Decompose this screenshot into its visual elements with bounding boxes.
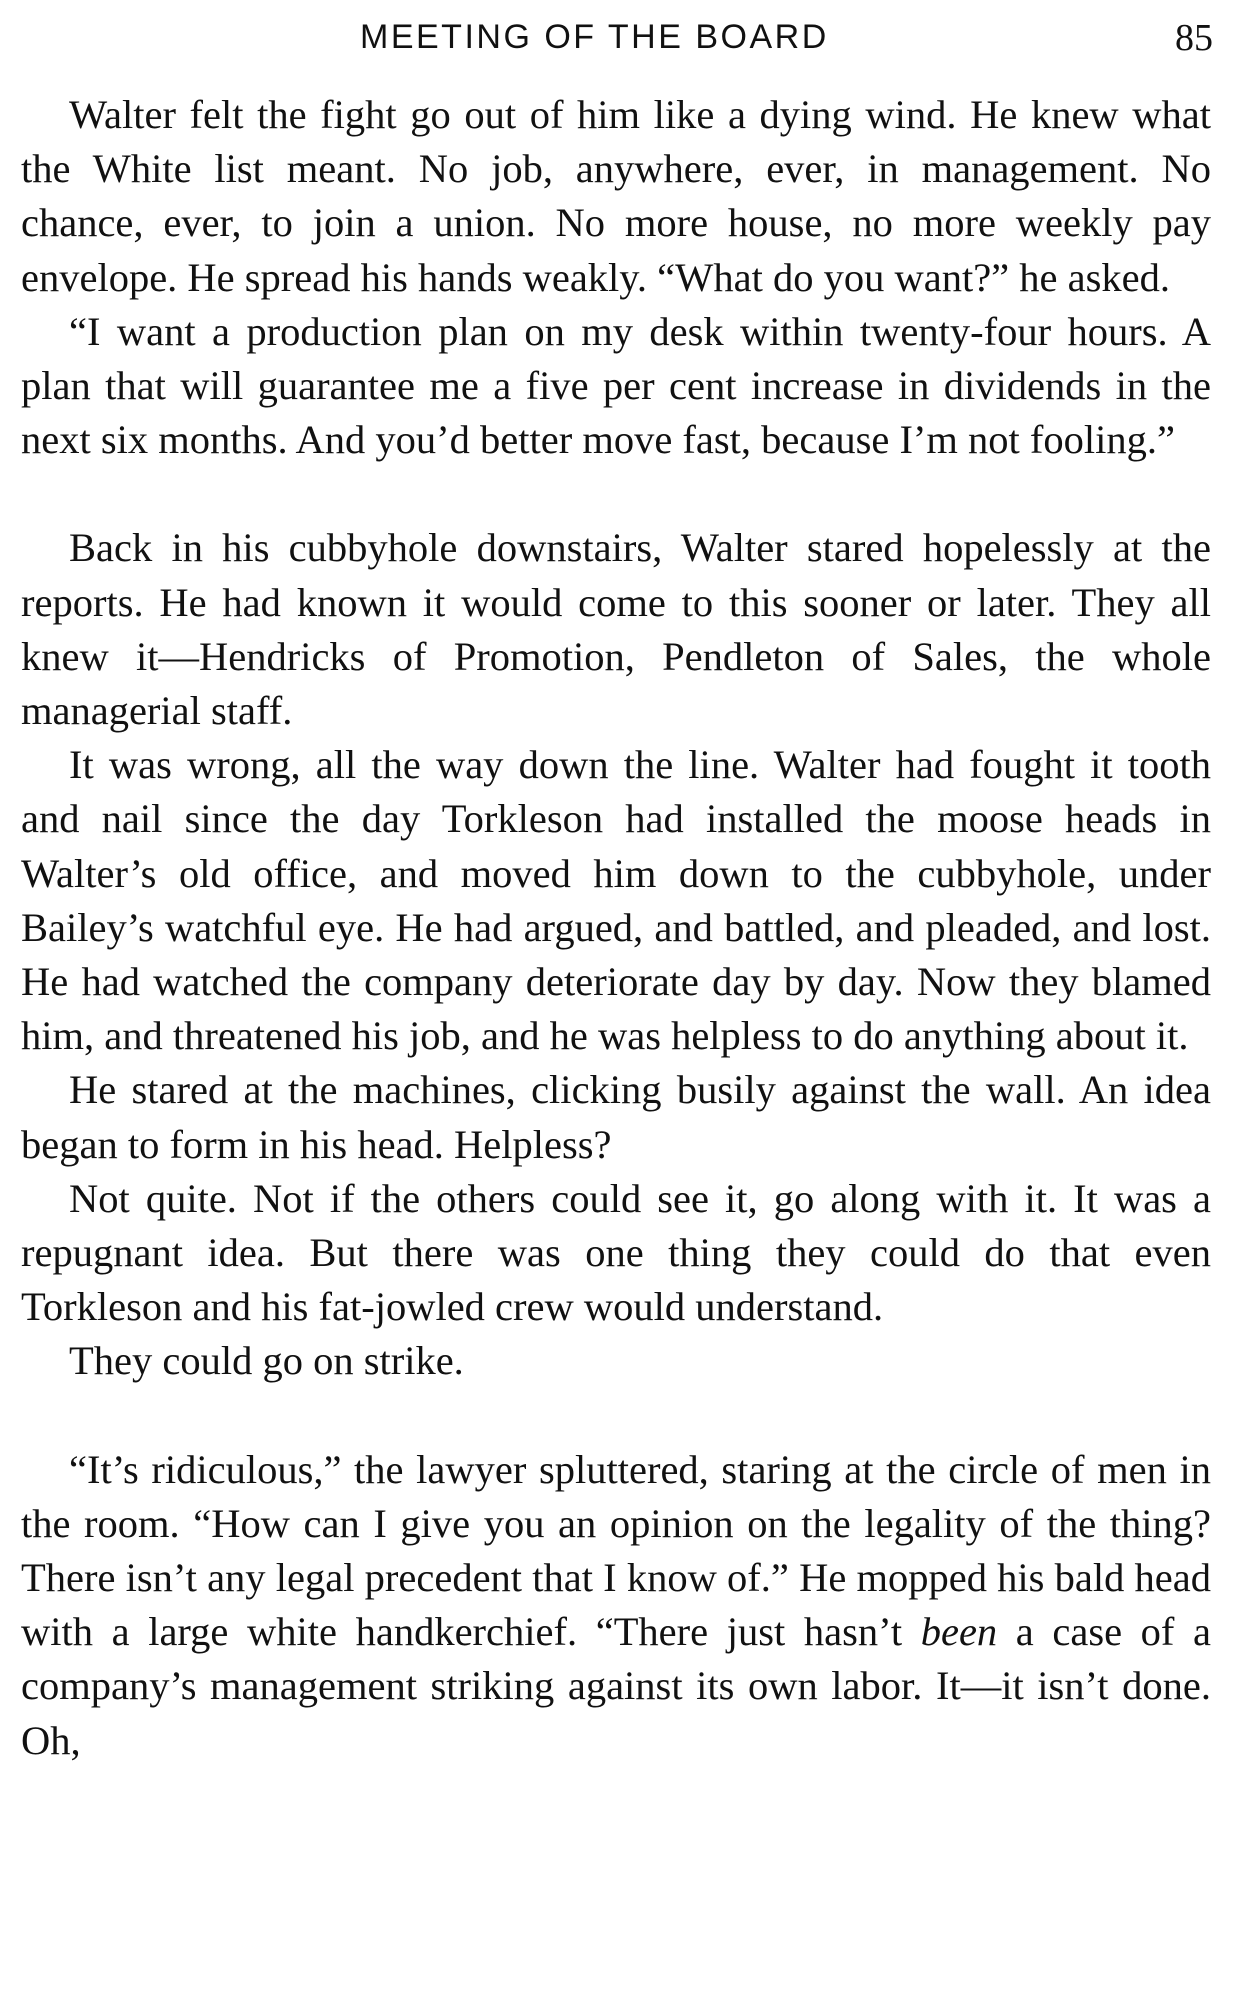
paragraph: They could go on strike. [69,1338,464,1384]
paragraph: Not quite. Not if the others could see it, go along with it. It was a repugnant idea. But there was one thing they could do that even Torkleson and his fat-jowled crew would understand. [21,1175,1211,1330]
paragraph: It was wrong, all the way down the line. Walter had fought it tooth and nail since the day Torkleson had installed the moose heads in Walter’s old office, and moved him down to the cubbyhole, under Bailey’s watchful eye. He had argued, and battled, and pleaded, and lost. He had watched the company deteriorate day by day. Now they blamed him, and threatened his job, and he was helpless to do anything about it. [21,742,1211,1059]
paragraph: He stared at the machines, clicking busily against the wall. An idea began to form in his head. Helpless? [21,1067,1211,1167]
paragraph [21,1443,1211,1768]
body-text [21,88,1211,1768]
section-break [21,467,1211,521]
section-break [21,1389,1211,1443]
paragraph: Back in his cubbyhole downstairs, Walter stared hopelessly at the reports. He had known it would come to this sooner or later. They all knew it—Hendricks of Promotion, Pendleton of Sales, the whole managerial staff. [21,525,1211,734]
paragraph-text: a case of a company’s management striking against its own labor. It—it isn’t done. Oh, [21,1609,1211,1763]
paragraph: Walter felt the fight go out of him like a dying wind. He knew what the White list meant. No job, anywhere, ever, in management. No chance, ever, to join a union. No more house, no more weekly pay envelope. He spread his hands weakly. “What do you want?” he asked. [21,92,1211,300]
page-header [0,14,1233,62]
paragraph: “I want a production plan on my desk within twenty-four hours. A plan that will guarantee me a five per cent increase in dividends in the next six months. And you’d better move fast, because I’m not fooling.” [21,308,1211,463]
running-head: MEETING OF THE BOARD [360,18,829,56]
emphasized-word: been [920,1609,998,1655]
page-number: 85 [1175,17,1213,59]
paragraph-text: “It’s ridiculous,” the lawyer spluttered, staring at the circle of men in the room. “How can I give you an opinion on the legality of the thing? There isn’t any legal precedent that I know of.” He mopped his bald head with a large white handkerchief. “There just hasn’t [21,1446,1211,1655]
